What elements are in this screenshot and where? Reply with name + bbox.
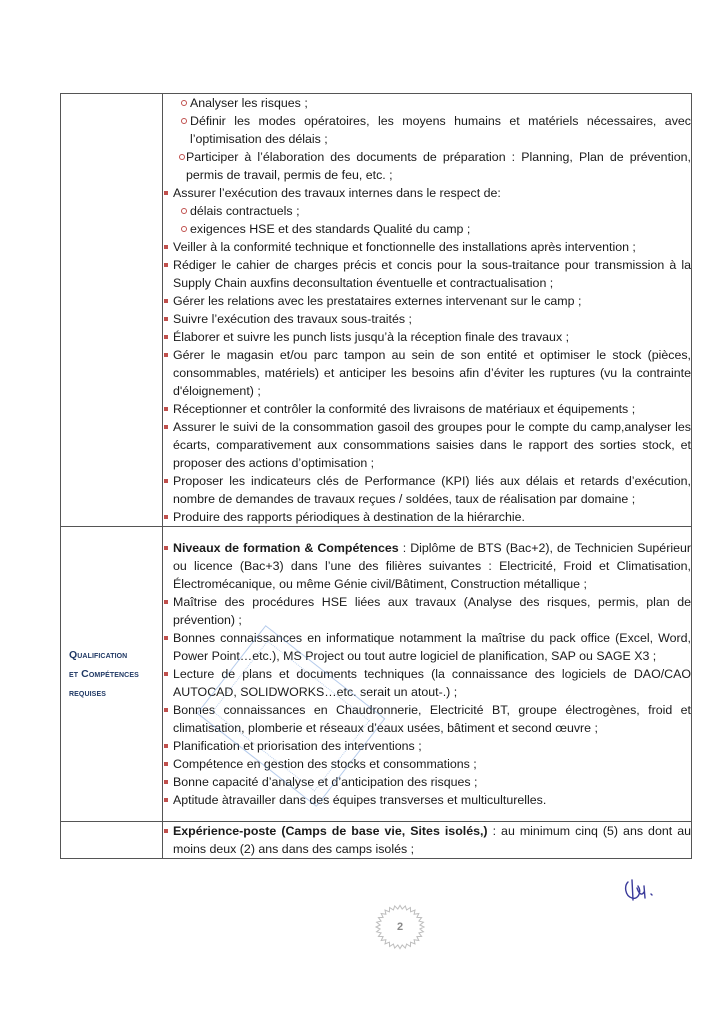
qualifications-list (163, 539, 691, 809)
bullet-item (163, 755, 691, 773)
row-content-cell (163, 527, 692, 822)
bullet-item-text: délais contractuels ; (190, 204, 300, 218)
bullet-item (163, 256, 691, 292)
experience-list (163, 822, 691, 858)
signature-icon (620, 876, 660, 904)
bullet-item-text: : Diplôme de BTS (Bac+2), de Technicien Supérieur ou licence (Bac+3) dans l’une des filières suivantes : Electricité, Froid et Climatisation, Électromécanique, ou même Génie civil/Bâtiment, Construction métallique ; (173, 541, 691, 591)
bullet-item-text: Lecture de plans et documents techniques (la connaissance des logiciels de DAO/CAO AUTOCAD, SOLIDWORKS…etc. serait un atout-.) ; (173, 667, 691, 699)
bullet-item (163, 701, 691, 737)
row-content-cell (163, 94, 692, 527)
section-label-line: requises (69, 686, 106, 699)
row-label-cell (61, 94, 163, 527)
bullet-item-text: Gérer le magasin et/ou parc tampon au sein de son entité et optimiser le stock (pièces, consommables, matériels) et anticiper les besoins afin d’éviter les ruptures (vu la contrainte d'éloignement) ; (173, 348, 691, 398)
sub-bullet-item (163, 220, 691, 238)
bullet-item-heading: Niveaux de formation & Compétences (173, 541, 399, 555)
bullet-item (163, 773, 691, 791)
bullet-item (163, 418, 691, 472)
bullet-item-text: Suivre l’exécution des travaux sous-traités ; (173, 312, 412, 326)
bullet-item-text: Élaborer et suivre les punch lists jusqu’à la réception finale des travaux ; (173, 330, 570, 344)
bullet-item (163, 292, 691, 310)
bullet-item (163, 822, 691, 858)
bullet-item (163, 508, 691, 526)
bullet-item-text: Compétence en gestion des stocks et consommations ; (173, 757, 477, 771)
bullet-item (163, 665, 691, 701)
sub-bullet-item (163, 148, 691, 184)
bullet-item (163, 346, 691, 400)
page-number: 2 (396, 921, 404, 933)
bullet-item-text: Bonnes connaissances en informatique notamment la maîtrise du pack office (Excel, Word, Power Point…etc.), MS Project ou tout autre logiciel de planification, SAP ou SAGE X3 ; (173, 631, 691, 663)
table-row-qualifications (61, 527, 692, 822)
bullet-item-text: Maîtrise des procédures HSE liées aux travaux (Analyse des risques, permis, plan de prévention) ; (173, 595, 691, 627)
job-description-table (60, 93, 692, 859)
bullet-item-text: Participer à l’élaboration des documents de préparation : Planning, Plan de prévention, permis de travail, permis de feu, etc. ; (186, 150, 691, 182)
bullet-item (163, 328, 691, 346)
row-content-cell (163, 822, 692, 859)
bullet-item-text: Définir les modes opératoires, les moyens humains et matériels nécessaires, avec l’optimisation des délais ; (190, 114, 691, 146)
bullet-item (163, 629, 691, 665)
row-label-cell (61, 527, 163, 822)
bullet-item-heading: Expérience-poste (Camps de base vie, Sites isolés,) (173, 824, 488, 838)
bullet-item-text: Assurer le suivi de la consommation gasoil des groupes pour le compte du camp,analyser les écarts, comparativement aux consommations saisies dans le rapport des sorties stock, et proposer des actions d’optimisation ; (173, 420, 691, 470)
sub-bullet-item (163, 112, 691, 148)
bullet-item (163, 310, 691, 328)
section-label-qualifications (61, 646, 162, 703)
bullet-item-text: : au minimum cinq (5) ans dont au moins deux (2) ans dans des camps isolés ; (173, 824, 691, 856)
bullet-item-text: Bonne capacité d’analyse et d’anticipation des risques ; (173, 775, 478, 789)
page-number-badge (372, 902, 428, 952)
section-label-line: Qualification (69, 648, 128, 661)
bullet-item-text: Bonnes connaissances en Chaudronnerie, Electricité BT, groupe électrogènes, froid et climatisation, plomberie et réseaux d’eaux usées, bâtiment et second œuvre ; (173, 703, 691, 735)
bullet-item-text: Produire des rapports périodiques à destination de la hiérarchie. (173, 510, 525, 524)
missions-list (163, 94, 691, 526)
section-label-line: et Compétences (69, 667, 139, 680)
table-row-missions (61, 94, 692, 527)
bullet-item (163, 791, 691, 809)
bullet-item-text: Planification et priorisation des interventions ; (173, 739, 422, 753)
sub-bullet-item (163, 94, 691, 112)
table-row-experience (61, 822, 692, 859)
bullet-item-text: Assurer l’exécution des travaux internes dans le respect de: (173, 186, 501, 200)
bullet-item (163, 593, 691, 629)
bullet-item-text: Gérer les relations avec les prestataires externes intervenant sur le camp ; (173, 294, 582, 308)
bullet-item-text: exigences HSE et des standards Qualité du camp ; (190, 222, 471, 236)
bullet-item (163, 184, 691, 202)
sub-bullet-item (163, 202, 691, 220)
bullet-item-text: Proposer les indicateurs clés de Performance (KPI) liés aux délais et retards d’exécution, nombre de demandes de travaux reçues / soldées, taux de réalisation par domaine ; (173, 474, 691, 506)
bullet-item-text: Réceptionner et contrôler la conformité des livraisons de matériaux et équipements ; (173, 402, 636, 416)
bullet-item (163, 400, 691, 418)
bullet-item (163, 238, 691, 256)
bullet-item-text: Aptitude àtravailler dans des équipes transverses et multiculturelles. (173, 793, 547, 807)
bullet-item-text: Veiller à la conformité technique et fonctionnelle des installations après intervention ; (173, 240, 636, 254)
bullet-item (163, 737, 691, 755)
bullet-item (163, 539, 691, 593)
bullet-item-text: Rédiger le cahier de charges précis et concis pour la sous-traitance pour transmission à la Supply Chain auxfins deconsultation éventuelle et contractualisation ; (173, 258, 691, 290)
row-label-cell (61, 822, 163, 859)
bullet-item-text: Analyser les risques ; (190, 96, 308, 110)
bullet-item (163, 472, 691, 508)
